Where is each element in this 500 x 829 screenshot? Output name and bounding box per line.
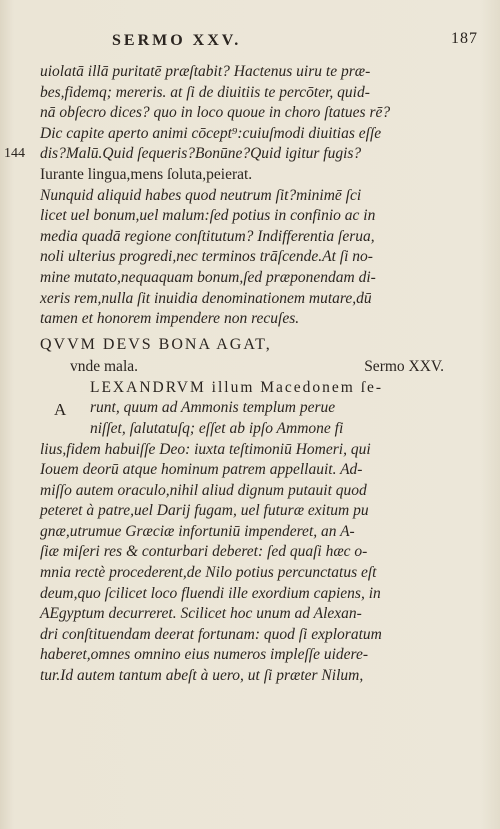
text-line: bes,fidemq; mereris. at ſi de diuitiis te percōter, quid-: [40, 83, 370, 101]
text-line: lius,fidem habuiſſe Deo: iuxta teſtimoniū Homeri, qui: [40, 440, 371, 458]
text-line: gnæ,utrumue Græciæ infortuniū impenderet, an A-: [40, 522, 355, 540]
page-number: 187: [451, 30, 478, 47]
text-line: tamen et honorem impendere non recuſes.: [40, 310, 300, 328]
text-line: mine mutato,nequaquam bonum,ſed præponendam di-: [40, 268, 376, 286]
text-line: miſſo autem oraculo,nihil aliud dignum putauit quod: [40, 481, 367, 499]
text-body: [4, 62, 480, 687]
text-line-with-margin-note: [4, 144, 480, 165]
text-line: uiolatā illā puritatē præſtabit? Hactenus uiru te præ-: [40, 63, 371, 80]
text-line: deum,quo ſcilicet loco fluendi ille exordium capiens, in: [40, 584, 381, 602]
text-line: nā obſecro dices? quo in loco quoue in choro ſtatues rē?: [40, 104, 391, 122]
text-line: haberet,omnes omnino eius numeros impleſſe uidere-: [40, 646, 369, 664]
text-line: tur.Id autem tantum abeſt à uero, ut ſi præter Nilum,: [40, 667, 364, 685]
text-line: Nunquid aliquid habes quod neutrum ſit?minimē ſci: [40, 186, 362, 204]
section-subheading-right: Sermo XXV.: [364, 357, 444, 375]
text-line: Iurante lingua,mens ſoluta,peierat.: [40, 165, 253, 183]
section-subheading-left: vnde mala.: [70, 357, 139, 375]
section-body: [40, 378, 480, 687]
text-line: peteret à patre,uel Darij fugam, uel futuræ exitum pu: [40, 502, 369, 520]
text-line: licet uel bonum,uel malum:ſed potius in confinio ac in: [40, 207, 376, 225]
text-line: media quadā regione conſtitutum? Indifferentia ſerua,: [40, 227, 375, 245]
section-subheading: [40, 356, 480, 378]
text-line: Dic capite aperto animi cōcept⁹:cuiuſmodi diuitias eſſe: [40, 124, 382, 142]
section-heading: QVVM DEVS BONA AGAT,: [40, 335, 272, 353]
text-line: noli ulterius progredi,nec terminos trāſcende.At ſi no-: [40, 248, 373, 266]
text-line: dri conſtituendam deerat fortunam: quod ſi exploratum: [40, 625, 382, 643]
text-line: AEgyptum decurreret. Scilicet hoc unum ad Alexan-: [40, 605, 362, 623]
text-line: runt, quum ad Ammonis templum perue: [90, 399, 336, 417]
text-line: xeris rem,nulla ſit inuidia denominationem mutare,dū: [40, 289, 372, 307]
text-line: niſſet, ſalutatuſq; eſſet ab ipſo Ammone fi: [90, 419, 344, 437]
margin-note: 144: [4, 146, 25, 162]
text-line: mnia rectè procederent,de Nilo potius percunctatus eſt: [40, 564, 377, 582]
drop-cap: A: [54, 399, 67, 419]
running-title: SERMO XXV.: [112, 32, 242, 49]
text-line: ſiæ miſeri res & conturbari deberet: ſed quaſi hæc o-: [40, 543, 368, 561]
text-line-content: dis?Malū.Quid ſequeris?Bonūne?Quid igitur fugis?: [40, 145, 362, 163]
text-line: LEXANDRVM illum Macedonem ſe-: [90, 378, 384, 396]
text-line: Iouem deorū atque hominum patrem appellauit. Ad-: [40, 461, 363, 479]
